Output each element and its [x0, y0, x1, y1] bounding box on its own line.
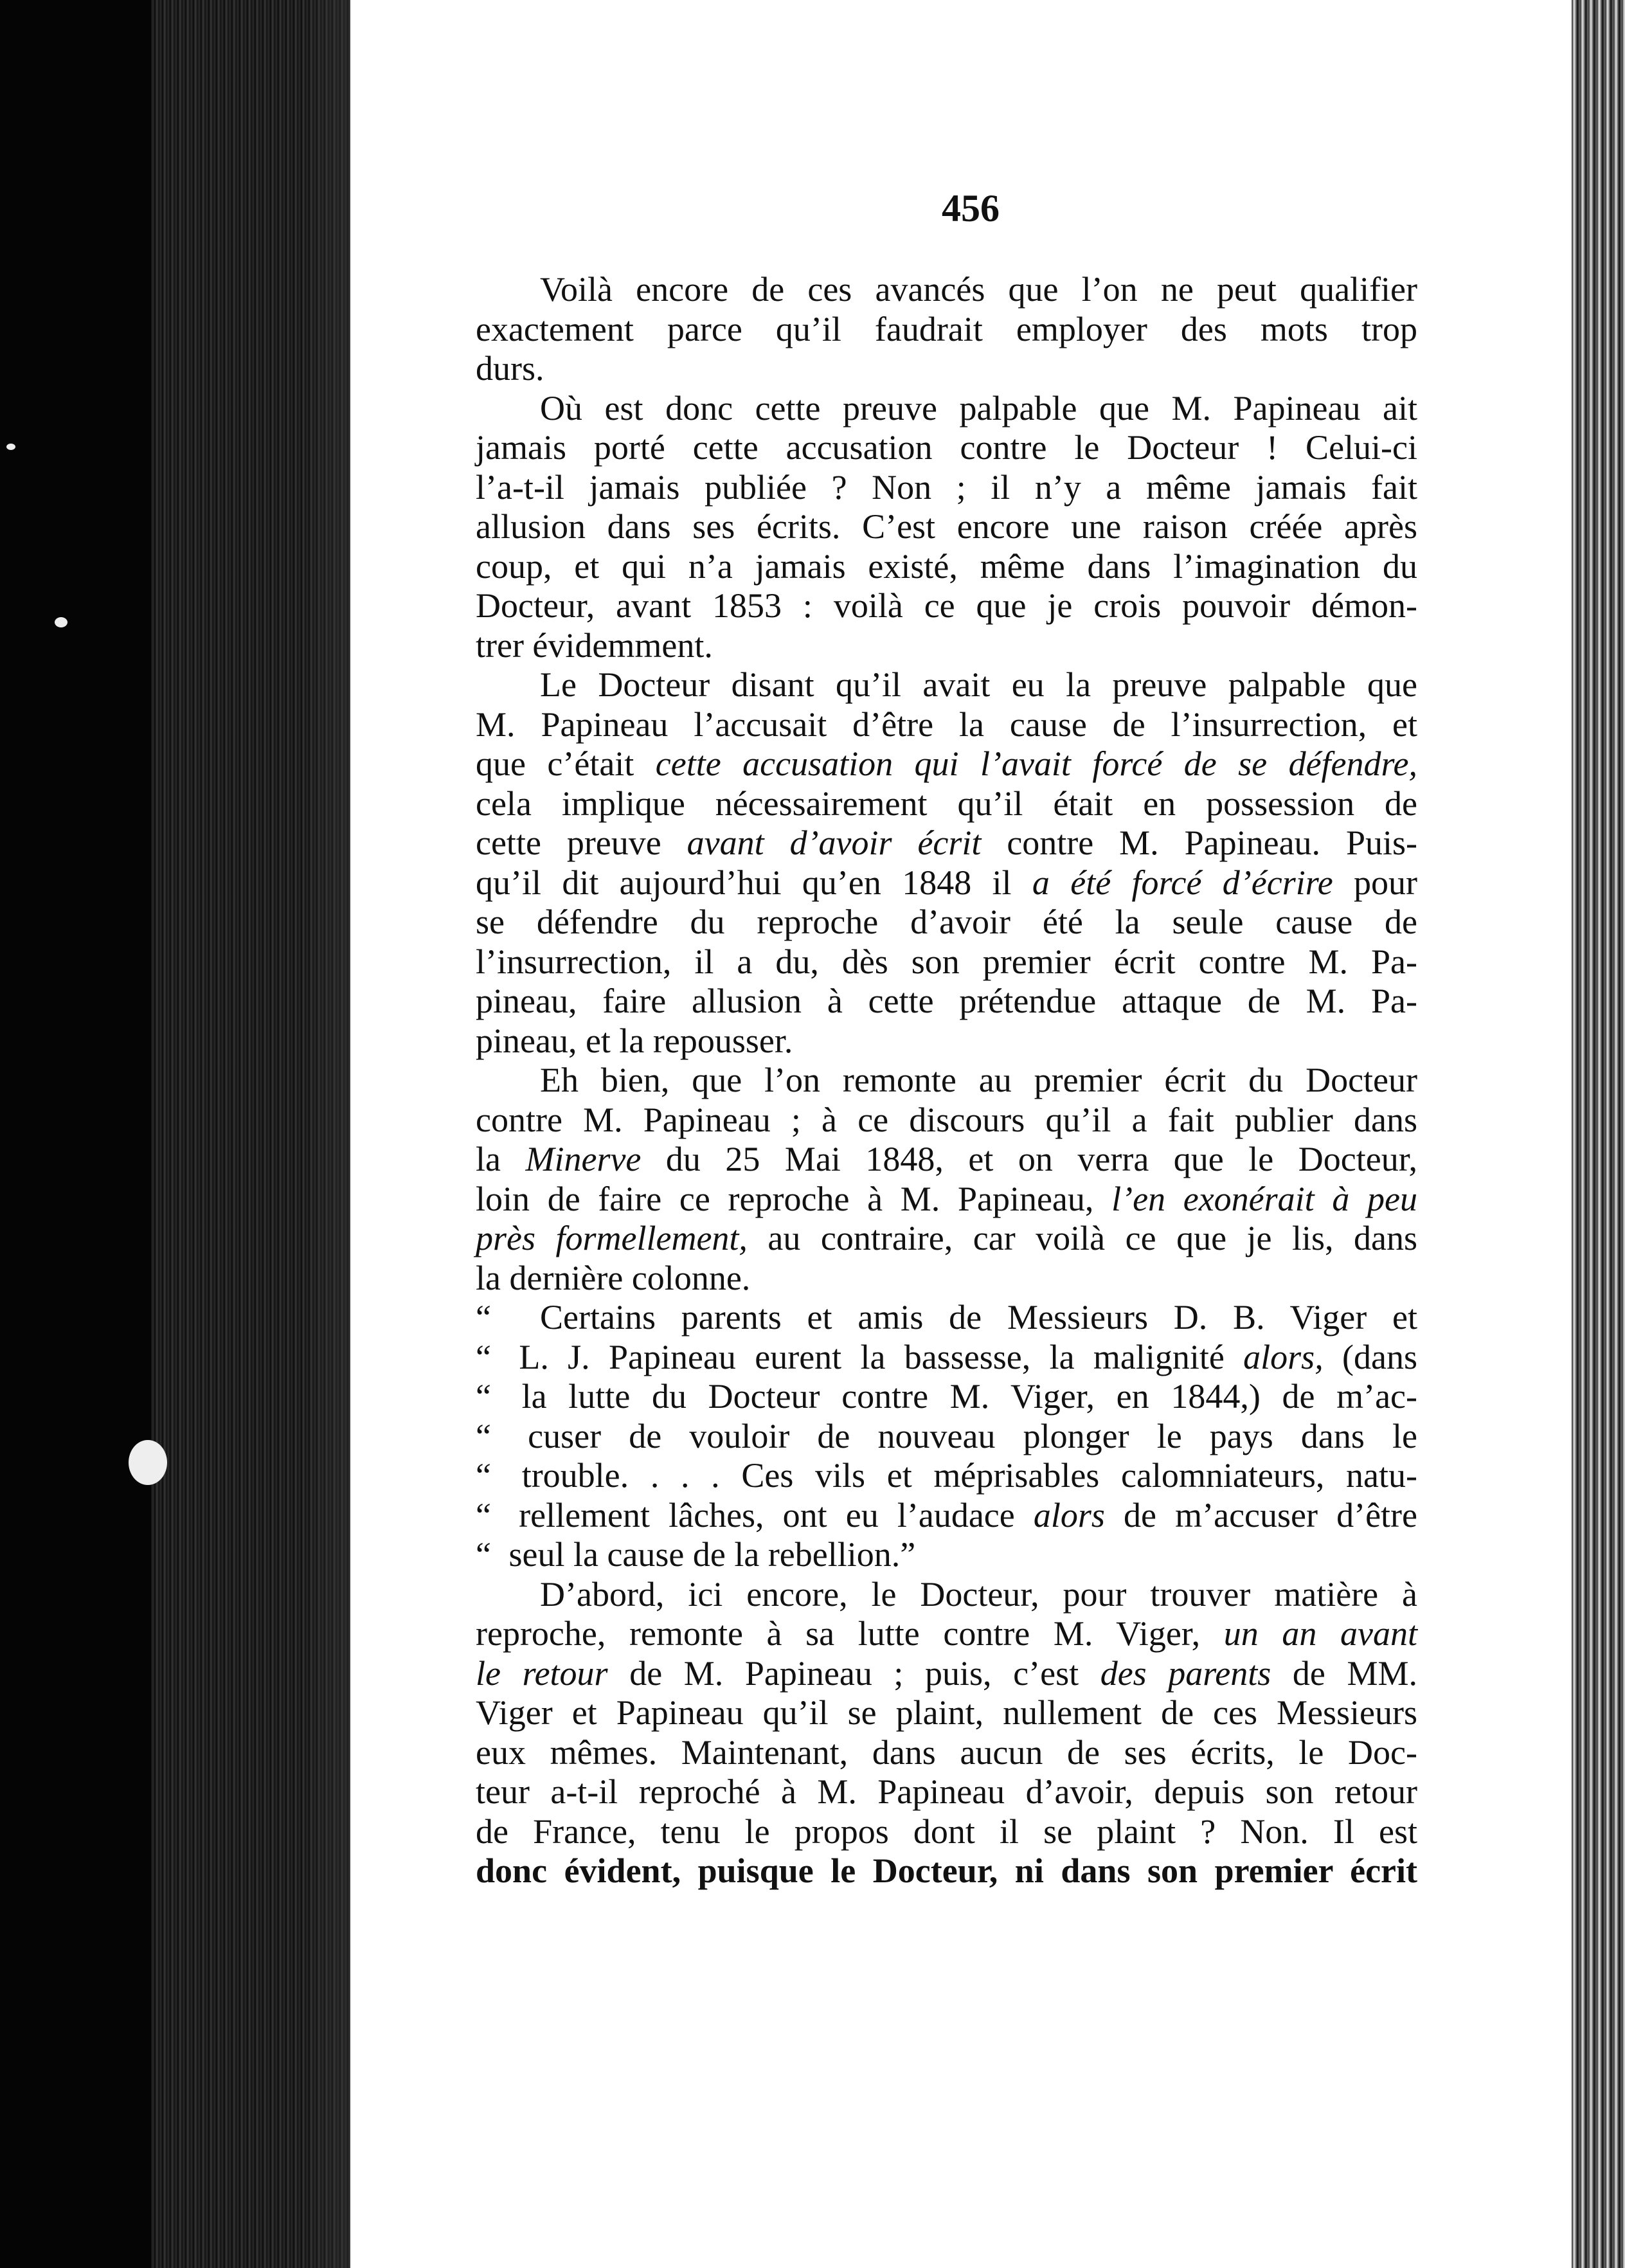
text-line: pineau, et la repousser.	[476, 1021, 793, 1060]
text-line: allusion dans ses écrits. C’est encore une raison créée après	[476, 507, 1417, 546]
text-line: l’insurrection, il a du, dès son premier écrit contre M. Pa-	[476, 942, 1417, 981]
body-text	[476, 270, 1417, 1891]
scan-speck	[55, 617, 67, 627]
text-line: l’a-t-il jamais publiée ? Non ; il n’y a même jamais fait	[476, 467, 1417, 507]
text-line: se défendre du reproche d’avoir été la seule cause de	[476, 903, 1417, 941]
text-line: M. Papineau l’accusait d’être la cause de l’insurrection, et	[476, 705, 1417, 744]
text-line: loin de faire ce reproche à M. Papineau, l’en exonérait à peu	[476, 1179, 1417, 1218]
text-line: donc évident, puisque le Docteur, ni dans son premier écrit	[476, 1851, 1417, 1890]
text-line: teur a-t-il reproché à M. Papineau d’avoir, depuis son retour	[476, 1772, 1417, 1811]
text-line: Docteur, avant 1853 : voilà ce que je crois pouvoir démon-	[476, 586, 1417, 625]
text-line: Viger et Papineau qu’il se plaint, nullement de ces Messieurs	[476, 1693, 1417, 1732]
text-line: le retour de M. Papineau ; puis, c’est des parents de MM.	[476, 1653, 1418, 1693]
text-line: contre M. Papineau ; à ce discours qu’il a fait publier dans	[476, 1100, 1417, 1139]
text-line: D’abord, ici encore, le Docteur, pour trouver matière à	[540, 1574, 1417, 1614]
book-page-edges-right	[1572, 0, 1625, 2268]
text-line: qu’il dit aujourd’hui qu’en 1848 il a été forcé d’écrire pour	[476, 863, 1418, 902]
text-line: Eh bien, que l’on remonte au premier écrit du Docteur	[540, 1061, 1417, 1099]
text-line: de France, tenu le propos dont il se plaint ? Non. Il est	[476, 1812, 1417, 1851]
text-line: que c’était cette accusation qui l’avait forcé de se défendre,	[476, 744, 1417, 783]
text-line: exactement parce qu’il faudrait employer des mots trop	[476, 309, 1417, 348]
quote-line: “ Certains parents et amis de Messieurs D. B. Viger et	[476, 1298, 1417, 1336]
text-line: reproche, remonte à sa lutte contre M. Viger, un an avant	[476, 1614, 1417, 1653]
text-line: coup, et qui n’a jamais existé, même dans l’imagination du	[476, 546, 1417, 586]
page-number: 456	[942, 187, 1000, 230]
quote-line: “ cuser de vouloir de nouveau plonger le pays dans le	[476, 1416, 1418, 1455]
text-line: près formellement, au contraire, car voilà ce que je lis, dans	[476, 1219, 1417, 1257]
text-line: jamais porté cette accusation contre le Docteur ! Celui-ci	[476, 428, 1417, 467]
text-line: Le Docteur disant qu’il avait eu la preuve palpable que	[540, 665, 1417, 704]
text-line: Voilà encore de ces avancés que l’on ne peut qualifier	[540, 270, 1417, 309]
quote-line: “ L. J. Papineau eurent la bassesse, la malignité alors, (dans	[476, 1337, 1417, 1376]
text-line: durs.	[476, 349, 544, 388]
text-line: la Minerve du 25 Mai 1848, et on verra que le Docteur,	[476, 1140, 1418, 1178]
quote-line: “ la lutte du Docteur contre M. Viger, en 1844,) de m’ac-	[476, 1377, 1417, 1416]
scan-speck	[6, 444, 15, 450]
text-line: cette preuve avant d’avoir écrit contre M. Papineau. Puis-	[476, 824, 1417, 862]
text-line: eux mêmes. Maintenant, dans aucun de ses écrits, le Doc-	[476, 1733, 1417, 1772]
text-line: trer évidemment.	[476, 626, 713, 665]
quote-line: “ rellement lâches, ont eu l’audace alors de m’accuser d’être	[476, 1495, 1418, 1534]
gutter-shadow	[302, 0, 354, 2268]
text-line: cela implique nécessairement qu’il était en possession de	[476, 784, 1417, 823]
quote-line: “ trouble. . . . Ces vils et méprisables calomniateurs, natu-	[476, 1456, 1417, 1495]
text-line: la dernière colonne.	[476, 1258, 751, 1297]
scan-speck	[129, 1440, 167, 1485]
quote-line: “ seul la cause de la rebellion.”	[476, 1535, 916, 1574]
text-line: pineau, faire allusion à cette prétendue attaque de M. Pa-	[476, 982, 1417, 1020]
text-line: Où est donc cette preuve palpable que M. Papineau ait	[540, 388, 1417, 428]
